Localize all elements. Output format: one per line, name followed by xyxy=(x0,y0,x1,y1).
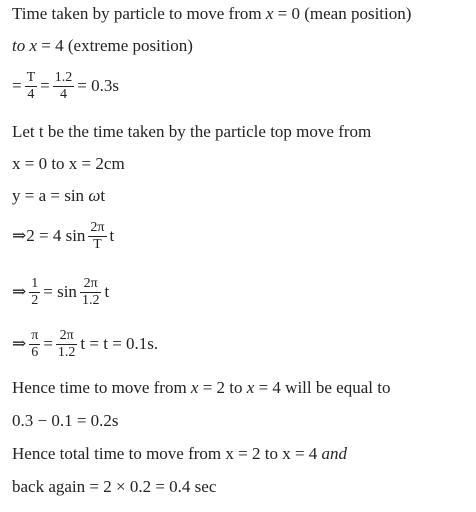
text-and: and xyxy=(321,444,348,463)
denominator: 1.2 xyxy=(57,344,76,360)
solution-line-6 xyxy=(12,186,105,206)
fraction-2pi-over-1-2 xyxy=(80,276,102,309)
fraction-t-over-4 xyxy=(25,70,38,103)
equation-sin-step-1 xyxy=(12,216,114,256)
equation-sin-step-3 xyxy=(12,324,158,364)
solution-line-11 xyxy=(12,411,119,431)
fraction-2pi-over-1-2 xyxy=(56,328,78,361)
text: = 4 (extreme position) xyxy=(37,36,193,55)
solution-line-5 xyxy=(12,154,125,174)
variable-t: t xyxy=(104,282,110,301)
numerator: T xyxy=(26,69,36,85)
text: Hence time to move from xyxy=(12,378,191,397)
text: Let t be the time taken by the particle top move from xyxy=(12,122,372,141)
denominator: 1.2 xyxy=(81,292,100,308)
numerator: π xyxy=(31,327,39,343)
equals-sign: = xyxy=(40,76,50,95)
fraction-pi-over-6 xyxy=(29,328,40,361)
numerator: 2π xyxy=(90,219,105,235)
equals-sign: = xyxy=(12,76,22,95)
solution-line-10 xyxy=(12,378,390,398)
result: = 0.3s xyxy=(77,76,119,95)
variable-x: x xyxy=(246,378,255,397)
omega-symbol: ω xyxy=(88,186,101,205)
solution-line-2 xyxy=(12,36,193,56)
text: Time taken by particle to move from xyxy=(12,4,266,23)
equals-sign: = xyxy=(43,334,53,353)
text: = 2 to xyxy=(198,378,247,397)
text: 0.3 − 0.1 = 0.2s xyxy=(12,411,119,430)
text: back again = 2 × 0.2 = 0.4 sec xyxy=(12,477,217,496)
text: x = 0 to x = 2cm xyxy=(12,154,125,173)
variable-x: x xyxy=(265,4,274,23)
denominator: 6 xyxy=(29,344,40,361)
equation-sin-step-2 xyxy=(12,272,109,312)
numerator: 1.2 xyxy=(54,69,73,85)
solution-line-4 xyxy=(12,122,371,142)
numerator: 2π xyxy=(83,275,98,291)
text: = 0 (mean position) xyxy=(273,4,412,23)
denominator: 4 xyxy=(25,86,38,103)
text: = sin xyxy=(43,282,77,301)
text-to: to xyxy=(12,36,26,55)
text: t xyxy=(100,186,106,205)
text: ⇒2 = 4 sin xyxy=(12,226,86,245)
solution-line-1 xyxy=(12,4,411,24)
fraction-1-over-2 xyxy=(29,276,40,309)
denominator: T xyxy=(88,236,106,253)
solution-line-12 xyxy=(12,444,347,464)
text: = 4 will be equal to xyxy=(254,378,391,397)
fraction-1-2-over-4 xyxy=(53,70,75,103)
denominator: 2 xyxy=(31,292,39,308)
text: Hence total time to move from x = 2 to x = 4 xyxy=(12,444,322,463)
variable-x: x xyxy=(190,378,199,397)
text: y = a = sin xyxy=(12,186,89,205)
result: t = t = 0.1s. xyxy=(80,334,159,353)
numerator: 2π xyxy=(59,327,74,343)
numerator: 1 xyxy=(31,275,39,291)
equation-period-quarter xyxy=(12,66,119,106)
fraction-2pi-over-t xyxy=(88,220,106,253)
denominator: 4 xyxy=(53,86,75,103)
implies-arrow: ⇒ xyxy=(12,282,27,301)
variable-x: x xyxy=(29,36,38,55)
variable-t: t xyxy=(109,226,115,245)
implies-arrow: ⇒ xyxy=(12,334,27,353)
solution-line-13 xyxy=(12,477,216,497)
